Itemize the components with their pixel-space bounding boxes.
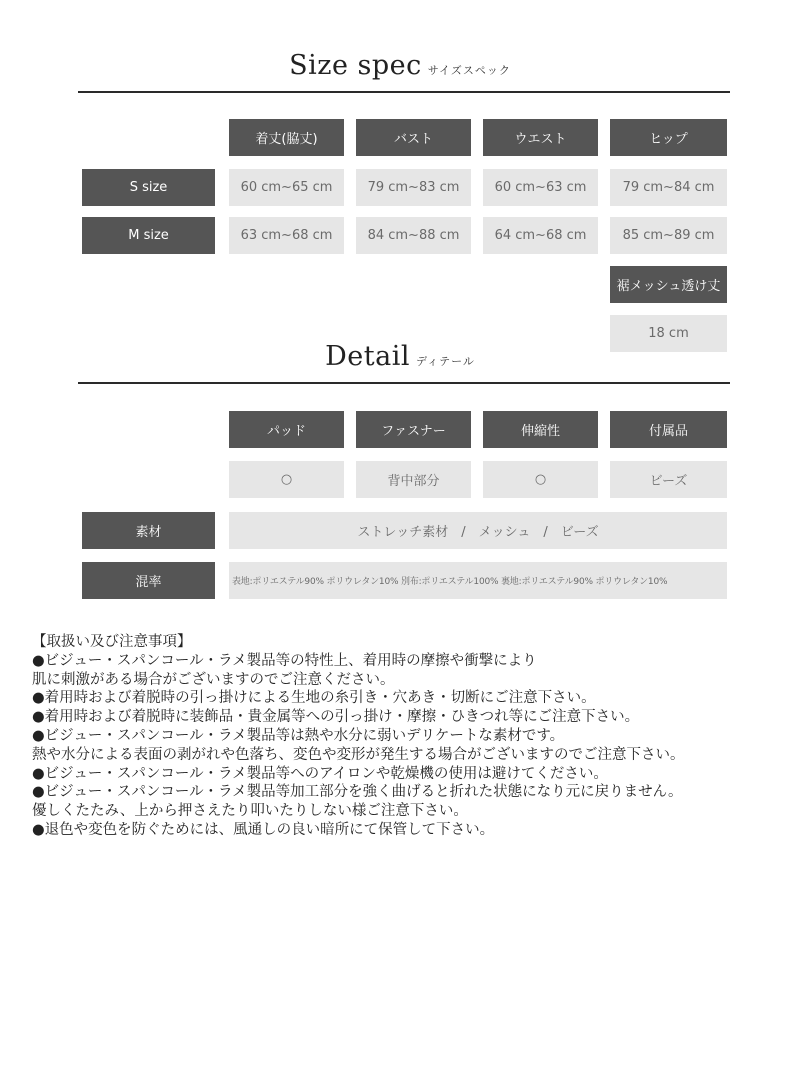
detail-composition-value: 表地:ポリエステル90% ポリウレタン10% 別布:ポリエステル100% 裏地:ポリエステル90% ポリウレタン10% xyxy=(229,562,727,599)
size-m-waist: 64 cm~68 cm xyxy=(483,217,598,254)
size-m-bust: 84 cm~88 cm xyxy=(356,217,471,254)
detail-value-zipper: 背中部分 xyxy=(356,461,471,498)
care-note-line: ●ビジュー・スパンコール・ラメ製品等へのアイロンや乾燥機の使用は避けてください。 xyxy=(32,765,608,782)
detail-value-stretch: ○ xyxy=(483,461,598,498)
size-row-label-s: S size xyxy=(82,169,215,206)
size-m-hip: 85 cm~89 cm xyxy=(610,217,727,254)
size-col-header-waist: ウエスト xyxy=(483,119,598,156)
detail-row-label-composition: 混率 xyxy=(82,562,215,599)
size-col-header-bust: バスト xyxy=(356,119,471,156)
size-col-header-length: 着丈(脇丈) xyxy=(229,119,344,156)
care-note-line: 熱や水分による表面の剥がれや色落ち、変色や変形が発生する場合がございますのでご注意下さい。 xyxy=(32,746,685,763)
detail-row-label-material: 素材 xyxy=(82,512,215,549)
detail-value-pad: ○ xyxy=(229,461,344,498)
detail-col-header-pad: パッド xyxy=(229,411,344,448)
detail-material-value: ストレッチ素材 / メッシュ / ビーズ xyxy=(229,512,727,549)
detail-value-accessory: ビーズ xyxy=(610,461,727,498)
care-note-line: ●着用時および着脱時に装飾品・貴金属等への引っ掛け・摩擦・ひきつれ等にご注意下さい。 xyxy=(32,709,640,726)
size-s-bust: 79 cm~83 cm xyxy=(356,169,471,206)
care-note-line: ●ビジュー・スパンコール・ラメ製品等加工部分を強く曲げると折れた状態になり元に戻りません。 xyxy=(32,784,683,801)
size-s-hip: 79 cm~84 cm xyxy=(610,169,727,206)
detail-divider xyxy=(78,382,730,384)
care-note-line: 優しくたたみ、上から押さえたり叩いたりしない様ご注意下さい。 xyxy=(32,803,468,820)
care-note-line: ●ビジュー・スパンコール・ラメ製品等の特性上、着用時の摩擦や衝撃により xyxy=(32,652,537,669)
size-col-header-hip: ヒップ xyxy=(610,119,727,156)
care-notes xyxy=(32,633,792,840)
size-m-length: 63 cm~68 cm xyxy=(229,217,344,254)
size-s-waist: 60 cm~63 cm xyxy=(483,169,598,206)
detail-col-header-stretch: 伸縮性 xyxy=(483,411,598,448)
care-note-line: ●退色や変色を防ぐためには、風通しの良い暗所にて保管して下さい。 xyxy=(32,821,495,838)
detail-subtitle: ディテール xyxy=(415,355,475,368)
care-notes-heading: 【取扱い及び注意事項】 xyxy=(32,634,192,650)
size-s-length: 60 cm~65 cm xyxy=(229,169,344,206)
size-spec-title: Size spec xyxy=(289,50,422,81)
care-note-line: 肌に刺激がある場合がございますのでご注意ください。 xyxy=(32,671,395,688)
detail-col-header-accessory: 付属品 xyxy=(610,411,727,448)
size-row-label-m: M size xyxy=(82,217,215,254)
detail-heading xyxy=(0,341,800,372)
care-note-line: ●着用時および着脱時の引っ掛けによる生地の糸引き・穴あき・切断にご注意下さい。 xyxy=(32,690,596,707)
care-note-line: ●ビジュー・スパンコール・ラメ製品等は熱や水分に弱いデリケートな素材です。 xyxy=(32,727,565,744)
size-spec-subtitle: サイズスペック xyxy=(427,64,511,77)
size-extra-value-mesh: 18 cm xyxy=(610,315,727,352)
detail-title: Detail xyxy=(325,341,410,372)
detail-col-header-zipper: ファスナー xyxy=(356,411,471,448)
size-spec-divider xyxy=(78,91,730,93)
size-spec-heading xyxy=(0,50,800,81)
size-extra-header-mesh: 裾メッシュ透け丈 xyxy=(610,266,727,303)
